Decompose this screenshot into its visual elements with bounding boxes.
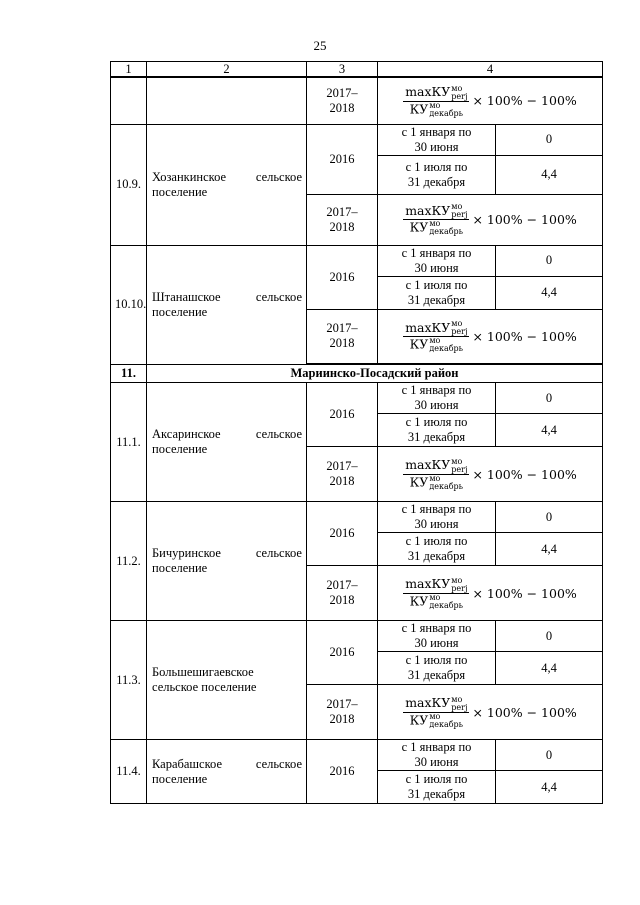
formula-denominator — [408, 102, 465, 118]
formula-denominator-main: КУ — [409, 336, 429, 352]
formula-denominator-sub: декабрь — [429, 344, 464, 353]
formula-denominator-sup: мо — [429, 592, 441, 602]
year-cell — [307, 685, 378, 740]
row-number: 11.3. — [111, 621, 147, 740]
formula-numerator — [403, 320, 469, 338]
table-row — [111, 383, 603, 414]
year-cell — [307, 194, 378, 245]
formula-numerator-sup: мо — [451, 456, 463, 466]
formula-numerator-main: maxКУ — [405, 457, 451, 473]
year-cell — [307, 77, 378, 124]
period-text: с 1 января по 30 июня — [401, 502, 472, 531]
formula-denominator-main: КУ — [409, 101, 429, 116]
formula-numerator-sub: perj — [451, 583, 468, 593]
settlement-name: Карабашское сельское поселение — [147, 740, 307, 804]
year-text: 2017– 2018 — [326, 697, 358, 726]
period-cell — [378, 533, 496, 566]
year-text: 2017– 2018 — [326, 459, 358, 488]
value-cell: 0 — [496, 245, 603, 276]
header-row — [111, 62, 603, 78]
settlement-name: Хозанкинское сельское поселение — [147, 124, 307, 245]
formula — [382, 457, 598, 491]
table-row — [111, 124, 603, 155]
formula-numerator-indices — [451, 203, 467, 219]
formula-cell — [378, 447, 603, 502]
page-number: 25 — [313, 38, 327, 53]
formula-denominator-indices — [429, 713, 463, 729]
formula-numerator-sub: perj — [451, 327, 468, 336]
formula-numerator-indices — [451, 458, 467, 474]
row-number-cell — [111, 77, 147, 124]
period-text: с 1 июля по 31 декабря — [405, 534, 468, 563]
period-text: с 1 июля по 31 декабря — [405, 277, 468, 307]
formula-denominator — [408, 594, 465, 610]
period-text: с 1 января по 30 июня — [401, 245, 472, 275]
period-cell — [378, 621, 496, 652]
year-cell — [307, 309, 378, 364]
row-number: 11.1. — [111, 383, 147, 502]
formula-denominator-sub: декабрь — [429, 108, 464, 118]
formula-numerator — [403, 84, 469, 102]
value-cell: 0 — [496, 740, 603, 771]
settlement-name-cell — [147, 77, 307, 124]
formula-denominator-main: КУ — [409, 593, 429, 609]
header-col-3: 3 — [307, 62, 378, 78]
period-text: с 1 июля по 31 декабря — [405, 159, 468, 189]
row-number: 11.2. — [111, 502, 147, 621]
value-cell: 4,4 — [496, 414, 603, 447]
formula-numerator-sup: мо — [451, 319, 463, 328]
formula-cell — [378, 566, 603, 621]
formula-numerator-indices — [451, 696, 467, 712]
year-cell — [307, 566, 378, 621]
formula-numerator-sub: perj — [451, 91, 468, 101]
formula-denominator-indices — [429, 337, 463, 353]
formula-denominator-main: КУ — [409, 219, 429, 235]
formula-fraction — [403, 576, 469, 610]
period-cell — [378, 155, 496, 194]
period-text: с 1 июля по 31 декабря — [405, 415, 468, 444]
formula-denominator-sub: декабрь — [429, 600, 464, 610]
period-text: с 1 июля по 31 декабря — [405, 653, 468, 682]
district-row — [111, 364, 603, 383]
formula-cell — [378, 685, 603, 740]
period-cell — [378, 771, 496, 804]
settlement-name: Большешигаевское сельское поселение — [147, 621, 307, 740]
formula-tail: × 100% − 100% — [472, 585, 577, 601]
period-cell — [378, 124, 496, 155]
formula-denominator-indices — [429, 475, 463, 491]
formula-denominator-sup: мо — [429, 100, 441, 110]
settlement-name: Штанашское сельское поселение — [147, 245, 307, 364]
year-cell: 2016 — [307, 245, 378, 309]
formula-numerator — [403, 576, 469, 594]
formula-numerator-indices — [451, 577, 467, 593]
period-cell — [378, 502, 496, 533]
formula-fraction — [403, 320, 469, 354]
formula-tail: × 100% − 100% — [472, 328, 577, 344]
formula — [382, 84, 598, 118]
formula-denominator-indices — [429, 220, 463, 236]
formula-numerator-sup: мо — [451, 202, 463, 212]
formula-numerator-sup: мо — [451, 83, 463, 93]
formula-numerator — [403, 457, 469, 475]
header-col-1: 1 — [111, 62, 147, 78]
header-col-4: 4 — [378, 62, 603, 78]
formula-numerator-indices — [451, 320, 467, 336]
year-cell: 2016 — [307, 621, 378, 685]
period-text: с 1 января по 30 июня — [401, 740, 472, 769]
value-cell: 4,4 — [496, 533, 603, 566]
formula-denominator-sub: декабрь — [429, 481, 464, 491]
value-cell: 4,4 — [496, 652, 603, 685]
value-cell: 0 — [496, 502, 603, 533]
formula-denominator-sup: мо — [429, 473, 441, 483]
year-cell: 2016 — [307, 502, 378, 566]
formula-numerator-main: maxКУ — [405, 202, 451, 218]
formula-cell — [378, 77, 603, 124]
formula-fraction — [403, 203, 469, 237]
formula-fraction — [403, 457, 469, 491]
period-text: с 1 января по 30 июня — [401, 621, 472, 650]
period-cell — [378, 245, 496, 276]
formula-cell — [378, 309, 603, 364]
year-text: 2017– 2018 — [326, 578, 358, 607]
year-cell — [307, 447, 378, 502]
formula-denominator — [408, 220, 465, 236]
formula-denominator-sub: декабрь — [429, 719, 464, 729]
formula-denominator-sub: декабрь — [429, 227, 464, 237]
period-cell — [378, 276, 496, 309]
formula-fraction — [403, 84, 469, 118]
formula-numerator-indices — [451, 85, 467, 101]
row-number: 10.10. — [111, 245, 147, 364]
district-name: Мариинско-Посадский район — [147, 364, 603, 383]
row-number: 10.9. — [111, 124, 147, 245]
period-cell — [378, 652, 496, 685]
formula-numerator — [403, 695, 469, 713]
table-row — [111, 77, 603, 124]
formula-numerator-sup: мо — [451, 575, 463, 585]
formula-tail: × 100% − 100% — [472, 704, 577, 720]
period-cell — [378, 414, 496, 447]
formula-denominator-indices — [429, 594, 463, 610]
formula-numerator-main: maxКУ — [405, 576, 451, 592]
formula-denominator-sup: мо — [429, 336, 441, 345]
period-cell — [378, 740, 496, 771]
settlement-name: Аксаринское сельское поселение — [147, 383, 307, 502]
table-row — [111, 740, 603, 771]
period-text: с 1 января по 30 июня — [401, 383, 472, 412]
formula — [382, 203, 598, 237]
value-cell: 4,4 — [496, 771, 603, 804]
formula-denominator-main: КУ — [409, 712, 429, 728]
formula-numerator-sup: мо — [451, 694, 463, 704]
year-text: 2017– 2018 — [326, 321, 358, 351]
year-cell: 2016 — [307, 383, 378, 447]
formula-tail: × 100% − 100% — [472, 212, 577, 227]
year-cell: 2016 — [307, 740, 378, 804]
value-cell: 4,4 — [496, 155, 603, 194]
year-text: 2017– 2018 — [326, 204, 358, 234]
formula-tail: × 100% − 100% — [472, 466, 577, 482]
formula-numerator-main: maxКУ — [405, 319, 451, 335]
formula-denominator — [408, 475, 465, 491]
formula-numerator-sub: perj — [451, 464, 468, 474]
formula-numerator-sub: perj — [451, 210, 468, 220]
formula-denominator — [408, 337, 465, 353]
formula-fraction — [403, 695, 469, 729]
formula-denominator-sup: мо — [429, 711, 441, 721]
value-cell: 0 — [496, 621, 603, 652]
formula-denominator-main: КУ — [409, 474, 429, 490]
period-cell — [378, 383, 496, 414]
table-row — [111, 621, 603, 652]
settlement-name: Бичуринское сельское поселение — [147, 502, 307, 621]
table-row — [111, 502, 603, 533]
formula-numerator-main: maxКУ — [405, 695, 451, 711]
value-cell: 0 — [496, 383, 603, 414]
period-text: с 1 января по 30 июня — [401, 124, 472, 154]
formula-denominator-sup: мо — [429, 219, 441, 229]
table-row — [111, 245, 603, 276]
value-cell: 4,4 — [496, 276, 603, 309]
formula-denominator-indices — [429, 102, 463, 118]
formula-numerator — [403, 203, 469, 221]
year-text: 2017– 2018 — [326, 85, 358, 115]
formula — [382, 695, 598, 729]
formula-tail: × 100% − 100% — [472, 93, 577, 109]
formula-cell — [378, 194, 603, 245]
formula-numerator-main: maxКУ — [405, 84, 451, 99]
formula — [382, 320, 598, 354]
formula — [382, 576, 598, 610]
year-cell: 2016 — [307, 124, 378, 194]
period-text: с 1 июля по 31 декабря — [405, 772, 468, 801]
tariff-table — [110, 61, 603, 804]
district-number: 11. — [111, 364, 147, 383]
header-col-2: 2 — [147, 62, 307, 78]
formula-denominator — [408, 713, 465, 729]
value-cell: 0 — [496, 124, 603, 155]
formula-numerator-sub: perj — [451, 702, 468, 712]
row-number: 11.4. — [111, 740, 147, 804]
